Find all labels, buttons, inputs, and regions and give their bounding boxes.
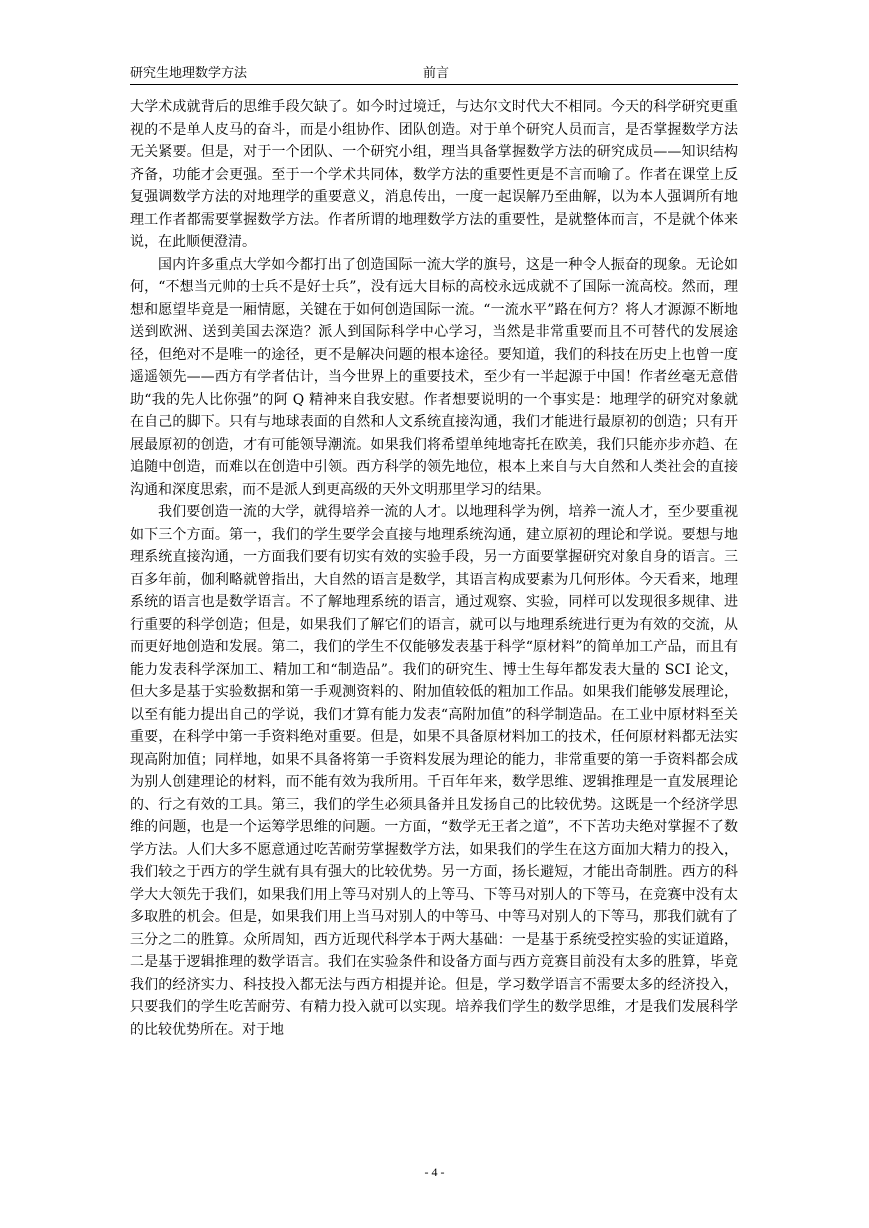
body-text [130,96,738,1041]
paragraph: 我们要创造一流的大学，就得培养一流的人才。以地理科学为例，培养一流人才，至少要重视如下三个方面。第一，我们的学生要学会直接与地理系统沟通，建立原初的理论和学说。要想与地理系统直接沟通，一方面我们要有切实有效的实验手段，另一方面要掌握研究对象自身的语言。三百多年前，伽利略就曾指出，大自然的语言是数学，其语言构成要素为几何形体。今天看来，地理系统的语言也是数学语言。不了解地理系统的语言，通过观察、实验，同样可以发现很多规律、进行重要的科学创造；但是，如果我们了解它们的语言，就可以与地理系统进行更为有效的交流，从而更好地创造和发展。第二，我们的学生不仅能够发表基于科学“原材料”的简单加工产品，而且有能力发表科学深加工、精加工和“制造品”。我们的研究生、博士生每年都发表大量的 SCI 论文，但大多是基于实验数据和第一手观测资料的、附加值较低的粗加工作品。如果我们能够发展理论，以至有能力提出自己的学说，我们才算有能力发表“高附加值”的科学制造品。在工业中原材料至关重要，在科学中第一手资料绝对重要。但是，如果不具备原材料加工的技术，任何原材料都无法实现高附加值；同样地，如果不具备将第一手资料发展为理论的能力，非常重要的第一手资料都会成为别人创建理论的材料，而不能有效为我所用。千百年年来，数学思维、逻辑推理是一直发展理论的、行之有效的工具。第三，我们的学生必须具备并且发扬自己的比较优势。这既是一个经济学思维的问题，也是一个运筹学思维的问题。一方面，“数学无王者之道”，不下苦功夫绝对掌握不了数学方法。人们大多不愿意通过吃苦耐劳掌握数学方法，如果我们的学生在这方面加大精力的投入，我们较之于西方的学生就有具有强大的比较优势。另一方面，扬长避短，才能出奇制胜。西方的科学大大领先于我们，如果我们用上等马对别人的上等马、下等马对别人的下等马，在竞赛中没有太多取胜的机会。但是，如果我们用上当马对别人的中等马、中等马对别人的下等马，那我们就有了三分之二的胜算。众所周知，西方近现代科学本于两大基础：一是基于系统受控实验的实证道路，二是基于逻辑推理的数学语言。我们在实验条件和设备方面与西方竞赛目前没有太多的胜算，毕竟我们的经济实力、科技投入都无法与西方相提并论。但是，学习数学语言不需要太多的经济投入，只要我们的学生吃苦耐劳、有精力投入就可以实现。培养我们学生的数学思维，才是我们发展科学的比较优势所在。对于地 [130,504,738,1038]
header-section-title: 前言 [423,66,450,81]
paragraph: 大学术成就背后的思维手段欠缺了。如今时过境迁，与达尔文时代大不相同。今天的科学研究更重视的不是单人皮马的奋斗，而是小组协作、团队创造。对于单个研究人员而言，是否掌握数学方法无关紧要。但是，对于一个团队、一个研究小组，理当具备掌握数学方法的研究成员——知识结构齐备，功能才会更强。至于一个学术共同体，数学方法的重要性更是不言而喻了。作者在课堂上反复强调数学方法的对地理学的重要意义，消息传出，一度一起误解乃至曲解，以为本人强调所有地理工作者都需要掌握数学方法。作者所谓的地理数学方法的重要性，是就整体而言，不是就个体来说，在此顺便澄清。 [130,99,738,250]
paragraph: 国内许多重点大学如今都打出了创造国际一流大学的旗号，这是一种令人振奋的现象。无论如何，“不想当元帅的士兵不是好士兵”，没有远大目标的高校永远成就不了国际一流高校。然而，理想和愿望毕竟是一厢情愿，关键在于如何创造国际一流。“一流水平”路在何方？将人才源源不断地送到欧洲、送到美国去深造？派人到国际科学中心学习，当然是非常重要而且不可替代的发展途径，但绝对不是唯一的途径，更不是解决问题的根本途径。要知道，我们的科技在历史上也曾一度遥遥领先——西方有学者估计，当今世界上的重要技术，至少有一半起源于中国！作者丝毫无意借助“我的先人比你强”的阿 Q 精神来自我安慰。作者想要说明的一个事实是：地理学的研究对象就在自己的脚下。只有与地球表面的自然和人文系统直接沟通，我们才能进行最原初的创造；只有开展最原初的创造，才有可能领导潮流。如果我们将希望单纯地寄托在欧美，我们只能亦步亦趋、在追随中创造，而难以在创造中引领。西方科学的领先地位，根本上来自与大自然和人类社会的直接沟通和深度思索，而不是派人到更高级的天外文明那里学习的结果。 [130,256,738,498]
page-header [130,62,738,85]
page-number: - 4 - [424,1165,445,1179]
header-book-title: 研究生地理数学方法 [130,66,248,81]
